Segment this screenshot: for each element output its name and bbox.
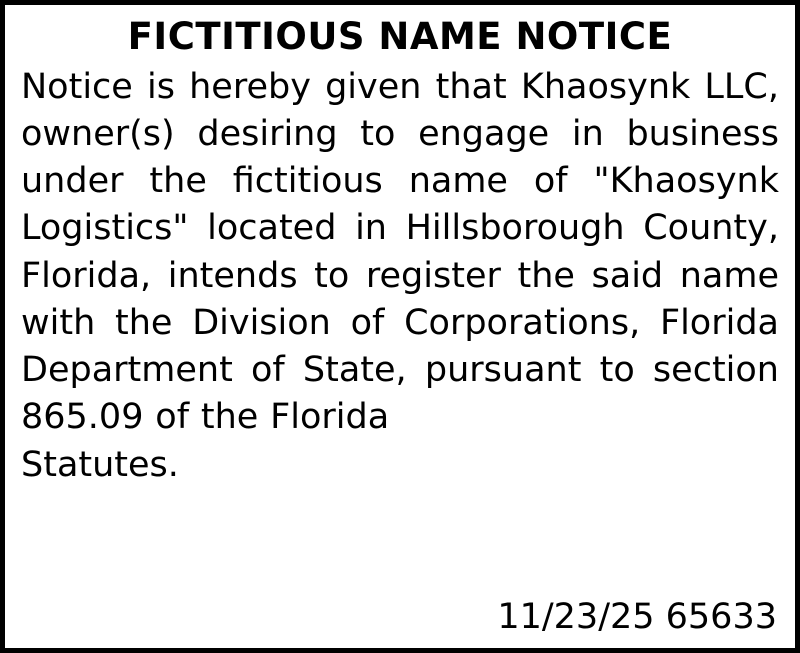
notice-body-main: Notice is hereby given that Khaosynk LLC, owner(s) desiring to engage in business under the fictitious name of "Khaosynk Logistics" located in Hillsborough County, Florida, intends to register the said name with the Division of Corporations, Florida Department of State, pursuant to section 865.09 of the Florida bbox=[21, 66, 779, 438]
notice-body bbox=[21, 64, 779, 489]
notice-footer-date-reference: 11/23/25 65633 bbox=[497, 596, 777, 637]
notice-title: FICTITIOUS NAME NOTICE bbox=[127, 15, 673, 58]
notice-body-last-line: Statutes. bbox=[21, 444, 179, 485]
